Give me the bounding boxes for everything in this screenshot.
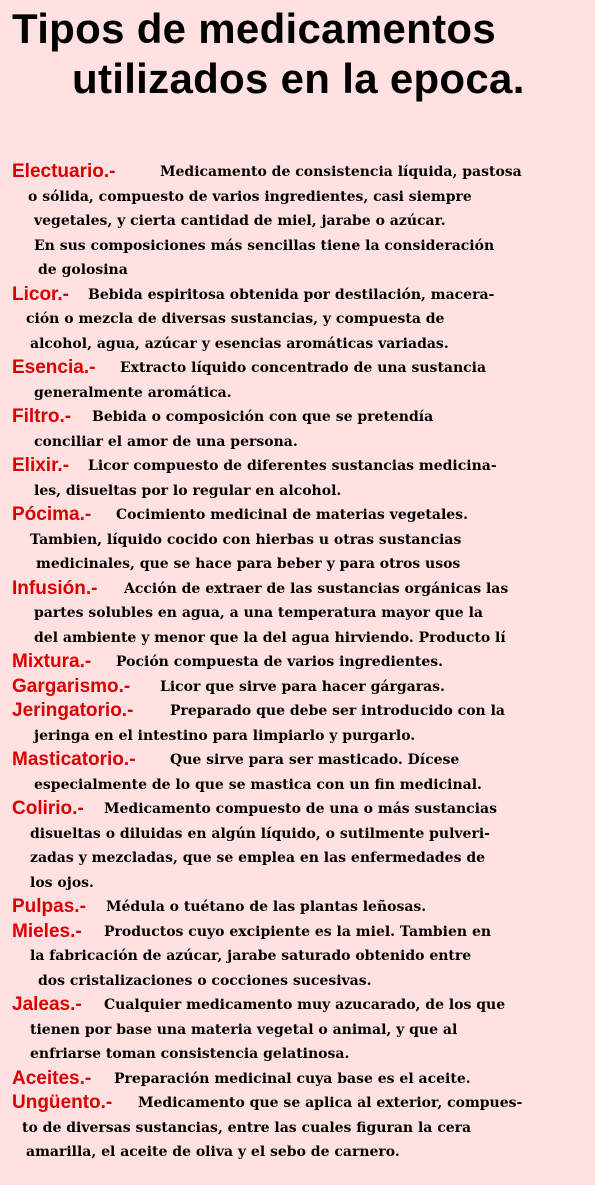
medication-entry: [0, 503, 595, 577]
definition-line: conciliar el amor de una persona.: [34, 433, 298, 450]
definition-line: del ambiente y menor que la del agua hirviendo. Producto lí: [34, 629, 506, 646]
definition-line: Cualquier medicamento muy azucarado, de los que: [104, 997, 506, 1013]
definition-line: Bebida espiritosa obtenida por destilación, macera-: [88, 286, 495, 303]
definition-line: Medicamento de consistencia líquida, pastosa: [160, 164, 522, 180]
page-title: [0, 0, 595, 104]
medication-term: Pócima.-: [12, 504, 92, 525]
definition-line: Acción de extraer de las sustancias orgánicas las: [124, 580, 509, 597]
medication-term: Elixir.-: [12, 455, 70, 476]
definition-line: la fabricación de azúcar, jarabe saturado obtenido entre: [30, 948, 472, 964]
medication-term: Colirio.-: [12, 798, 84, 819]
definition-line: les, disueltas por lo regular en alcohol.: [34, 482, 342, 499]
definition-line: tienen por base una materia vegetal o animal, y que al: [30, 1021, 458, 1038]
definition-line: Licor que sirve para hacer gárgaras.: [160, 678, 445, 695]
definition-line: Tambien, líquido cocido con hierbas u otras sustancias: [30, 531, 462, 548]
definition-line: o sólida, compuesto de varios ingredientes, casi siempre: [28, 188, 472, 205]
medication-term: Ungüento.-: [12, 1092, 113, 1113]
definition-line: Medicamento que se aplica al exterior, compues-: [138, 1095, 523, 1111]
medication-entry: [0, 993, 595, 1067]
definition-line: Que sirve para ser masticado. Dícese: [170, 752, 460, 768]
medication-term: Mieles.-: [12, 920, 82, 942]
medication-entry: [0, 650, 595, 675]
medication-entry: [0, 699, 595, 748]
definition-line: Extracto líquido concentrado de una sustancia: [120, 360, 487, 376]
medication-term: Gargarismo.-: [12, 675, 131, 697]
definition-line: Preparación medicinal cuya base es el aceite.: [114, 1070, 471, 1087]
medication-entry: [0, 405, 595, 454]
definition-line: Poción compuesta de varios ingredientes.: [116, 654, 444, 670]
medication-entry: [0, 283, 595, 357]
definition-line: dos cristalizaciones o cocciones sucesivas.: [38, 972, 372, 989]
definition-line: Bebida o composición con que se pretendía: [92, 409, 434, 425]
medication-entry: [0, 577, 595, 651]
medication-term: Licor.-: [12, 283, 70, 305]
medication-entry: [0, 675, 595, 700]
definition-line: enfriarse toman consistencia gelatinosa.: [30, 1046, 350, 1062]
definition-line: de golosina: [38, 262, 128, 278]
definition-line: alcohol, agua, azúcar y esencias aromáticas variadas.: [30, 335, 449, 352]
medication-entry: [0, 920, 595, 994]
definition-line: jeringa en el intestino para limpiarlo y purgarlo.: [34, 727, 416, 744]
medication-term: Infusión.-: [12, 577, 98, 599]
definition-line: Medicamento compuesto de una o más sustancias: [104, 801, 497, 817]
medication-entry: [0, 1067, 595, 1092]
medication-term: Aceites.-: [12, 1067, 92, 1089]
definition-line: Preparado que debe ser introducido con la: [170, 703, 505, 719]
medication-list: [0, 160, 595, 1165]
definition-line: los ojos.: [30, 874, 94, 891]
definition-line: vegetales, y cierta cantidad de miel, jarabe o azúcar.: [34, 213, 446, 229]
medication-entry: [0, 160, 595, 283]
medication-entry: [0, 1091, 595, 1165]
definition-line: to de diversas sustancias, entre las cuales figuran la cera: [22, 1119, 472, 1136]
medication-entry: [0, 356, 595, 405]
definition-line: partes solubles en agua, a una temperatura mayor que la: [34, 605, 483, 621]
definition-line: zadas y mezcladas, que se emplea en las enfermedades de: [30, 850, 486, 866]
title-line-1: Tipos de medicamentos: [12, 5, 496, 52]
medication-term: Masticatorio.-: [12, 749, 136, 770]
medication-entry: [0, 454, 595, 503]
medication-entry: [0, 797, 595, 895]
medication-entry: [0, 748, 595, 797]
definition-line: Cocimiento medicinal de materias vegetales.: [116, 507, 468, 523]
medication-term: Jeringatorio.-: [12, 700, 134, 721]
medication-term: Mixtura.-: [12, 651, 92, 672]
definition-line: especialmente de lo que se mastica con un fin medicinal.: [34, 776, 482, 793]
definition-line: Productos cuyo excipiente es la miel. Tambien en: [104, 923, 492, 940]
definition-line: medicinales, que se hace para beber y para otros usos: [36, 556, 461, 572]
medication-term: Jaleas.-: [12, 994, 82, 1015]
medication-entry: [0, 895, 595, 920]
medication-term: Filtro.-: [12, 406, 72, 427]
definition-line: Médula o tuétano de las plantas leñosas.: [106, 899, 427, 915]
definition-line: generalmente aromática.: [34, 384, 232, 401]
definition-line: ción o mezcla de diversas sustancias, y compuesta de: [26, 311, 445, 327]
title-line-2: utilizados en la epoca.: [72, 55, 525, 102]
definition-line: disueltas o diluidas en algún líquido, o sutilmente pulveri-: [30, 825, 490, 842]
definition-line: amarilla, el aceite de oliva y el sebo de carnero.: [26, 1144, 400, 1160]
medication-term: Esencia.-: [12, 357, 96, 378]
medication-term: Electuario.-: [12, 161, 116, 182]
medication-term: Pulpas.-: [12, 896, 86, 917]
definition-line: Licor compuesto de diferentes sustancias medicina-: [88, 458, 497, 474]
definition-line: En sus composiciones más sencillas tiene la consideración: [34, 237, 495, 254]
